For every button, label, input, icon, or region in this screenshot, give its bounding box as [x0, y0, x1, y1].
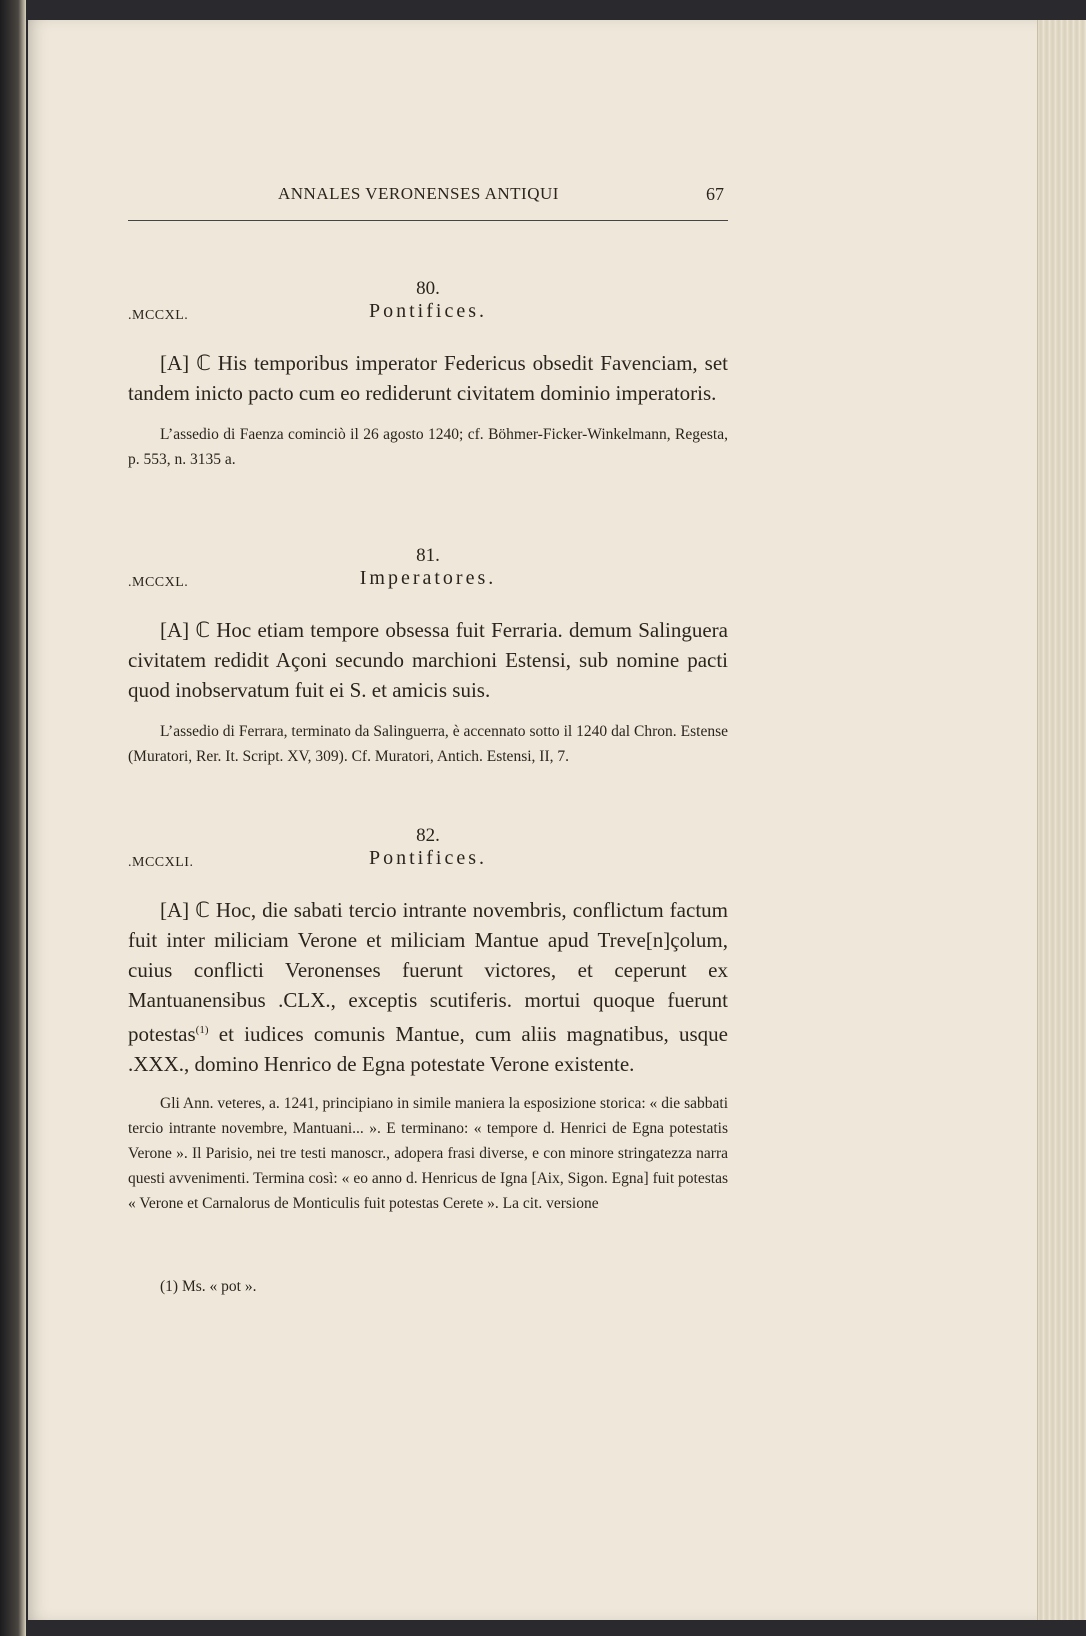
book-spine-shadow [0, 0, 26, 1636]
entry-80 [128, 278, 728, 472]
entry-heading: Imperatores. [359, 567, 497, 589]
entry-year: .MCCXL. [128, 308, 189, 323]
footnote-marker: (1) [195, 1024, 209, 1036]
entry-heading: Pontifices. [369, 300, 487, 322]
entry-heading: Pontifices. [369, 847, 487, 869]
entry-number: 80. [416, 278, 440, 299]
book-page [28, 20, 1050, 1620]
entry-heading-row [128, 847, 728, 875]
page-edges [1037, 20, 1086, 1620]
entry-note: L’assedio di Ferrara, terminato da Salinguerra, è accennato sotto il 1240 dal Chron. Estense (Muratori, Rer. It. Script. XV, 309). Cf. Muratori, Antich. Estensi, II, 7. [128, 723, 728, 765]
entry-81 [128, 545, 728, 769]
entry-heading-row [128, 567, 728, 595]
entry-year: .MCCXLI. [128, 855, 194, 870]
entry-number: 81. [416, 545, 440, 566]
entry-year: .MCCXL. [128, 575, 189, 590]
footnote: (1) Ms. « pot ». [160, 1278, 257, 1295]
entry-82 [128, 825, 728, 1216]
running-title: ANNALES VERONENSES ANTIQUI [278, 184, 559, 203]
entry-heading-row [128, 300, 728, 328]
entry-number: 82. [416, 825, 440, 846]
entry-text: [A] ℂ His temporibus imperator Federicus obsedit Favenciam, set tandem inicto pacto cum eo rediderunt civitatem dominio imperatoris. [128, 351, 728, 405]
entry-note: Gli Ann. veteres, a. 1241, principiano in simile maniera la esposizione storica: « die sabbati tercio intrante novembre, Mantuani... ». E terminano: « tempore d. Henrici de Egna potestatis Verone ». Il Parisio, nei tre testi manoscr., adopera frasi diverse, e con minore stringatezza narra questi avvenimenti. Termina così: « eo anno d. Henricus de Igna [Aix, Sigon. Egna] fuit potestas « Verone et Carnalorus de Monticulis fuit potestas Cerete ». La cit. versione [128, 1095, 728, 1212]
entry-text: [A] ℂ Hoc etiam tempore obsessa fuit Ferraria. demum Salinguera civitatem redidit Açoni secundo marchioni Estensi, sub nomine pacti quod inobservatum fuit ei S. et amicis suis. [128, 618, 728, 702]
running-header [128, 180, 728, 221]
page-number: 67 [706, 184, 724, 204]
entry-note: L’assedio di Faenza cominciò il 26 agosto 1240; cf. Böhmer-Ficker-Winkelmann, Regesta, p. 553, n. 3135 a. [128, 426, 728, 468]
entry-text: [A] ℂ Hoc, die sabati tercio intrante novembris, conflictum factum fuit inter miliciam Verone et miliciam Mantue apud Treve[n]çolum, cuius conflicti Veronenses fuerunt victores, et ceperunt ex Mantuanensibus .CLX., exceptis scutiferis. mortui quoque fuerunt potestas$^{(1)}$ et iudices comunis Mantue, cum aliis magnatibus, usque .XXX., domino Henrico de Egna potestate Verone existente. [128, 898, 728, 1076]
